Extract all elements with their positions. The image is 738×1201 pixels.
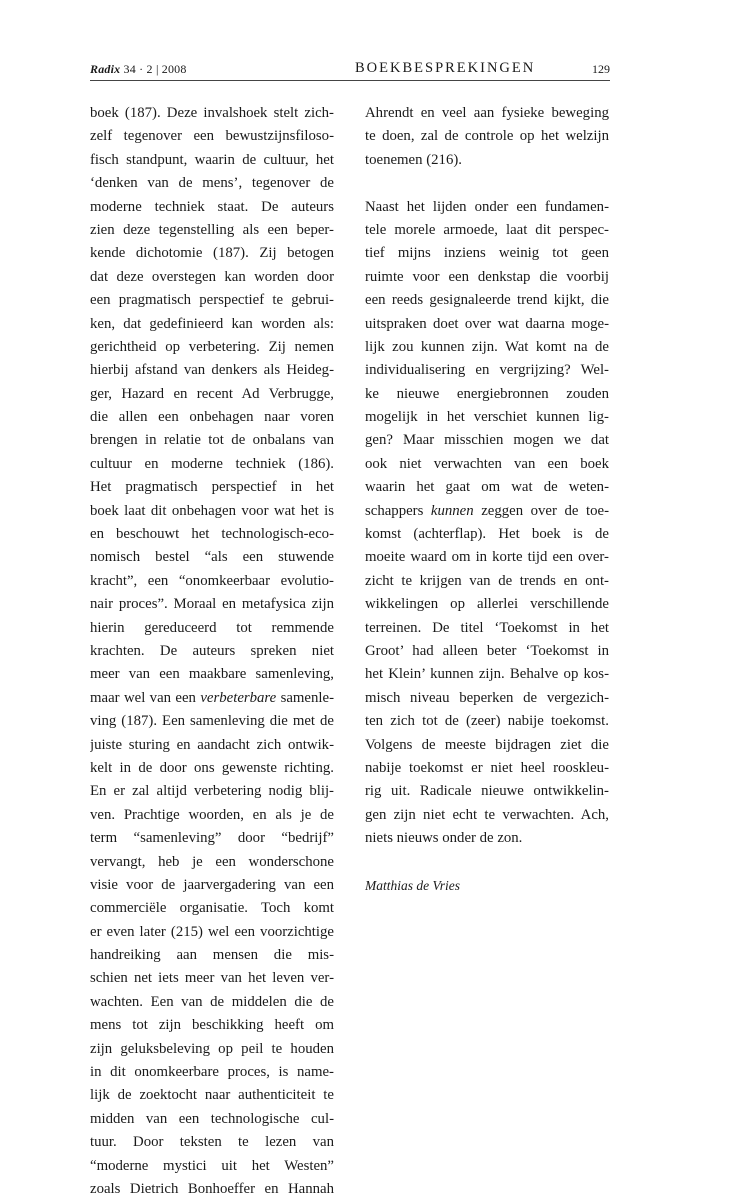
- text-line: Ahrendt en veel aan fysieke beweging: [365, 105, 609, 121]
- text-line: Volgens de meeste bijdragen ziet die: [365, 736, 609, 753]
- paragraph-1: [365, 102, 609, 172]
- text-line: boek laat dit onbehagen voor wat het is: [90, 502, 334, 519]
- paragraph-2: [365, 196, 609, 851]
- text-line: kelt in de door ons gewenste richting.: [90, 759, 334, 776]
- text-line: mogelijk in het verschiet kunnen lig-: [365, 409, 609, 426]
- page-number: 129: [592, 62, 610, 76]
- text-line: lijk zou kunnen zijn. Wat komt na de: [365, 338, 609, 355]
- text-line: terreinen. De titel ‘Toekomst in het: [365, 619, 609, 636]
- text-line: zelf tegenover een bewustzijnsfiloso-: [90, 128, 334, 145]
- text-line: gerichtheid op verbetering. Zij nemen: [90, 338, 334, 355]
- text-line: zien deze tegenstelling als een beper-: [90, 221, 334, 238]
- text-line: brengen in relatie tot de onbalans van: [90, 432, 334, 449]
- text-line: schien net iets meer van het leven ver-: [90, 970, 334, 987]
- text-line: toenemen (216).: [365, 151, 462, 168]
- text-line: kende dichotomie (187). Zij betogen: [90, 245, 334, 262]
- text-line: “moderne mystici uit het Westen”: [90, 1157, 334, 1174]
- text-line: schappers kunnen zeggen over de toe-: [365, 502, 609, 519]
- header-rule: [90, 80, 610, 81]
- text-line: te doen, zal de controle op het welzijn: [365, 128, 609, 145]
- text-line: term “samenleving” door “bedrijf”: [90, 830, 334, 847]
- text-line: ‘denken van de mens’, tegenover de: [90, 175, 334, 192]
- text-line: En er zal altijd verbetering nodig blij-: [90, 783, 334, 800]
- text-line: Het pragmatisch perspectief in het: [90, 479, 334, 496]
- text-line: waarin het gaat om wat de weten-: [365, 479, 609, 496]
- text-line: mens tot zijn beschikking heeft om: [90, 1017, 334, 1034]
- text-line: boek (187). Deze invalshoek stelt zich-: [90, 105, 334, 121]
- text-line: gen zijn niet echt te verwachten. Ach,: [365, 806, 609, 823]
- text-line: handreiking aan mensen die mis-: [90, 947, 334, 964]
- text-line: niets nieuws onder de zon.: [365, 830, 523, 847]
- text-line: zoals Dietrich Bonhoeffer en Hannah: [90, 1180, 334, 1197]
- text-line: moeite waard om in korte tijd een over-: [365, 549, 609, 566]
- text-line: krachten. De auteurs spreken niet: [90, 642, 334, 659]
- text-line: commerciële organisatie. Toch komt: [90, 900, 334, 917]
- text-line: fisch standpunt, waarin de cultuur, het: [90, 151, 334, 168]
- text-line: gen? Maar misschien mogen we dat: [365, 432, 609, 449]
- text-line: nomisch bestel “als een stuwende: [90, 549, 334, 566]
- text-line: uitspraken doet over wat daarna moge-: [365, 315, 609, 332]
- paragraph-gap: [365, 172, 609, 195]
- text-line: cultuur en moderne techniek (186).: [90, 455, 334, 472]
- text-line: tuur. Door teksten te lezen van: [90, 1134, 334, 1151]
- text-line: misch niveau beperken de vergezich-: [365, 689, 609, 706]
- right-column: [365, 102, 609, 897]
- text-line: ten zich tot de (zeer) nabije toekomst.: [365, 713, 609, 730]
- text-line: een reeds gesignaleerde trend kijkt, die: [365, 292, 609, 309]
- text-line: hierin gereduceerd tot remmende: [90, 619, 334, 636]
- text-line: dat deze overstegen kan worden door: [90, 268, 334, 285]
- text-line: ving (187). Een samenleving die met de: [90, 713, 334, 730]
- text-line: ke nieuwe energiebronnen zouden: [365, 385, 609, 402]
- running-header: [90, 62, 610, 80]
- text-line: zicht te krijgen van de trends en ont-: [365, 572, 609, 589]
- text-line: nabije toekomst er niet heel rooskleu-: [365, 759, 609, 776]
- text-line: er even later (215) wel een voorzichtige: [90, 923, 334, 940]
- text-line: Groot’ had alleen beter ‘Toekomst in: [365, 642, 609, 659]
- text-line: en beschouwt het technologisch-eco-: [90, 526, 334, 543]
- journal-issue: [90, 62, 187, 77]
- paragraph-gap: [365, 851, 609, 874]
- text-line: midden van een technologische cul-: [90, 1110, 334, 1127]
- text-line: ken, dat gedefinieerd kan worden als:: [90, 315, 334, 332]
- text-line: wikkelingen op allerlei verschillende: [365, 596, 609, 613]
- text-line: ook niet verwachten van een boek: [365, 455, 609, 472]
- text-line: lijk de zoektocht naar authenticiteit te: [90, 1087, 334, 1104]
- text-line: een pragmatisch perspectief te gebrui-: [90, 292, 334, 309]
- author-signature: Matthias de Vries: [365, 877, 460, 893]
- text-line: tele morele armoede, laat dit perspec-: [365, 221, 609, 238]
- journal-name: Radix: [90, 62, 121, 76]
- text-line: hierbij afstand van denkers als Heideg-: [90, 362, 334, 379]
- text-line: ger, Hazard en recent Ad Verbrugge,: [90, 385, 334, 402]
- text-line: nair proces”. Moraal en metafysica zijn: [90, 596, 334, 613]
- text-line: vervangt, heb je een wonderschone: [90, 853, 334, 870]
- left-column: [90, 102, 334, 1201]
- text-line: tief mijns inziens weinig tot geen: [365, 245, 609, 262]
- issue-info: 34 · 2 | 2008: [123, 62, 187, 76]
- text-line: wachten. Een van de middelen die de: [90, 993, 334, 1010]
- text-line: visie voor de jaarvergadering van een: [90, 876, 334, 893]
- text-line: maar wel van een verbeterbare samenle-: [90, 689, 334, 706]
- text-line: ven. Prachtige woorden, en als je de: [90, 806, 334, 823]
- text-line: het Klein’ kunnen zijn. Behalve op kos-: [365, 666, 609, 683]
- text-line: rig uit. Radicale nieuwe ontwikkelin-: [365, 783, 609, 800]
- text-line: individualisering en vergrijzing? Wel-: [365, 362, 609, 379]
- text-line: die allen een onbehagen naar voren: [90, 409, 334, 426]
- text-line: Naast het lijden onder een fundamen-: [365, 198, 609, 215]
- text-line: kracht”, een “onomkeerbaar evolutio-: [90, 572, 334, 589]
- text-line: komst (achterflap). Het boek is de: [365, 526, 609, 543]
- text-line: in dit onomkeerbare proces, is name-: [90, 1064, 334, 1081]
- section-title: BOEKBESPREKINGEN: [355, 60, 536, 76]
- text-line: moderne techniek staat. De auteurs: [90, 198, 334, 215]
- text-line: juiste sturing en aandacht zich ontwik-: [90, 736, 334, 753]
- text-line: ruimte voor een denkstap die voorbij: [365, 268, 609, 285]
- text-line: meer van een maakbare samenleving,: [90, 666, 334, 683]
- text-line: zijn geluksbeleving op peil te houden: [90, 1040, 334, 1057]
